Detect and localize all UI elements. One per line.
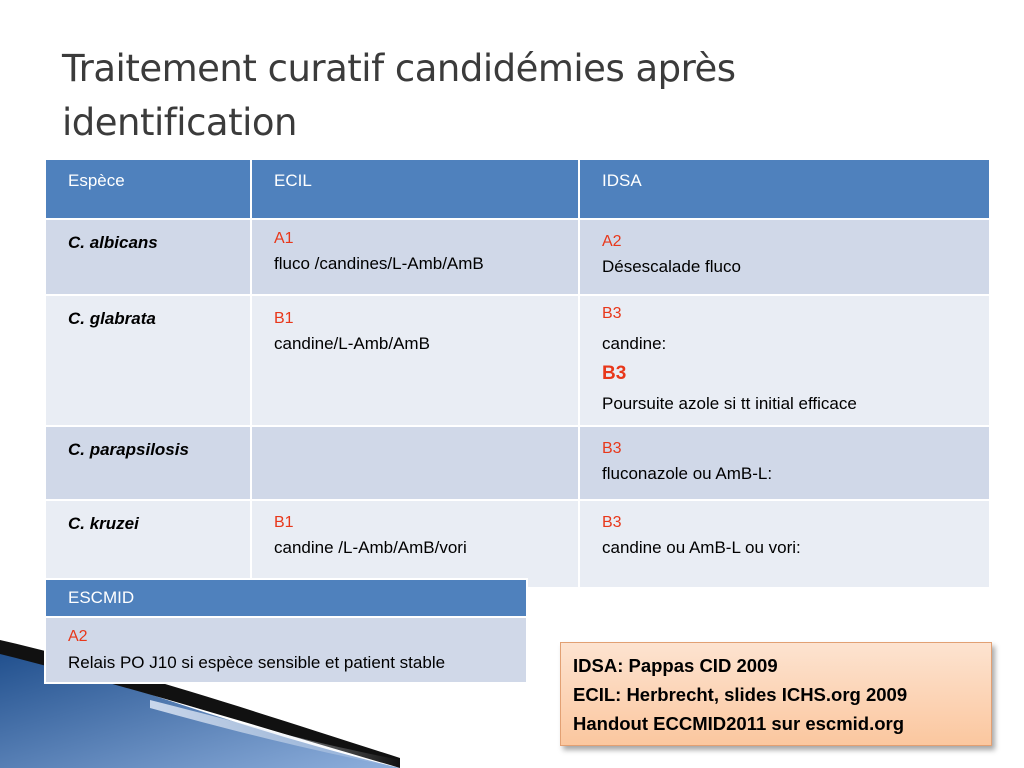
treatment-table xyxy=(44,158,991,589)
ecil-grade: B1 xyxy=(274,310,294,327)
escmid-table xyxy=(44,578,528,684)
escmid-cell xyxy=(45,617,527,683)
table-row xyxy=(45,500,990,588)
ecil-text: fluco /candines/L-Amb/AmB xyxy=(274,254,484,273)
idsa-grade: B3 xyxy=(602,514,622,531)
idsa-grade: B3 xyxy=(602,440,622,457)
header-ecil: ECIL xyxy=(251,159,579,219)
idsa-text-2: Poursuite azole si tt initial efficace xyxy=(602,394,857,413)
references-box xyxy=(560,642,992,746)
table-header-row xyxy=(45,159,990,219)
idsa-cell xyxy=(579,295,990,426)
idsa-text: candine ou AmB-L ou vori: xyxy=(602,538,801,557)
title-line-2: identification xyxy=(62,101,297,144)
page-title xyxy=(62,42,942,150)
title-line-1: Traitement curatif candidémies après xyxy=(62,47,736,90)
species-cell: C. albicans xyxy=(45,219,251,295)
idsa-cell xyxy=(579,426,990,500)
ecil-text: candine /L-Amb/AmB/vori xyxy=(274,538,467,557)
header-idsa: IDSA xyxy=(579,159,990,219)
ecil-grade: B1 xyxy=(274,514,294,531)
ecil-cell xyxy=(251,219,579,295)
idsa-text: candine: xyxy=(602,334,667,353)
escmid-text: Relais PO J10 si espèce sensible et patient stable xyxy=(68,653,446,672)
reference-line: ECIL: Herbrecht, slides ICHS.org 2009 xyxy=(573,684,908,705)
escmid-row xyxy=(45,617,527,683)
species-cell: C. kruzei xyxy=(45,500,251,588)
idsa-grade: A2 xyxy=(602,233,622,250)
ecil-grade: A1 xyxy=(274,230,294,247)
reference-line: IDSA: Pappas CID 2009 xyxy=(573,655,778,676)
idsa-cell xyxy=(579,500,990,588)
idsa-text: fluconazole ou AmB-L: xyxy=(602,464,773,483)
ecil-cell xyxy=(251,426,579,500)
escmid-header-row xyxy=(45,579,527,617)
table-row xyxy=(45,219,990,295)
ecil-text: candine/L-Amb/AmB xyxy=(274,334,430,353)
escmid-grade: A2 xyxy=(68,628,88,645)
idsa-grade: B3 xyxy=(602,305,622,322)
table-row xyxy=(45,426,990,500)
idsa-cell xyxy=(579,219,990,295)
ecil-cell xyxy=(251,500,579,588)
reference-line: Handout ECCMID2011 sur escmid.org xyxy=(573,713,905,734)
escmid-header: ESCMID xyxy=(45,579,527,617)
ecil-cell xyxy=(251,295,579,426)
idsa-text: Désescalade fluco xyxy=(602,257,741,276)
idsa-grade-2: B3 xyxy=(602,363,627,384)
header-species: Espèce xyxy=(45,159,251,219)
species-cell: C. glabrata xyxy=(45,295,251,426)
species-cell: C. parapsilosis xyxy=(45,426,251,500)
table-row xyxy=(45,295,990,426)
